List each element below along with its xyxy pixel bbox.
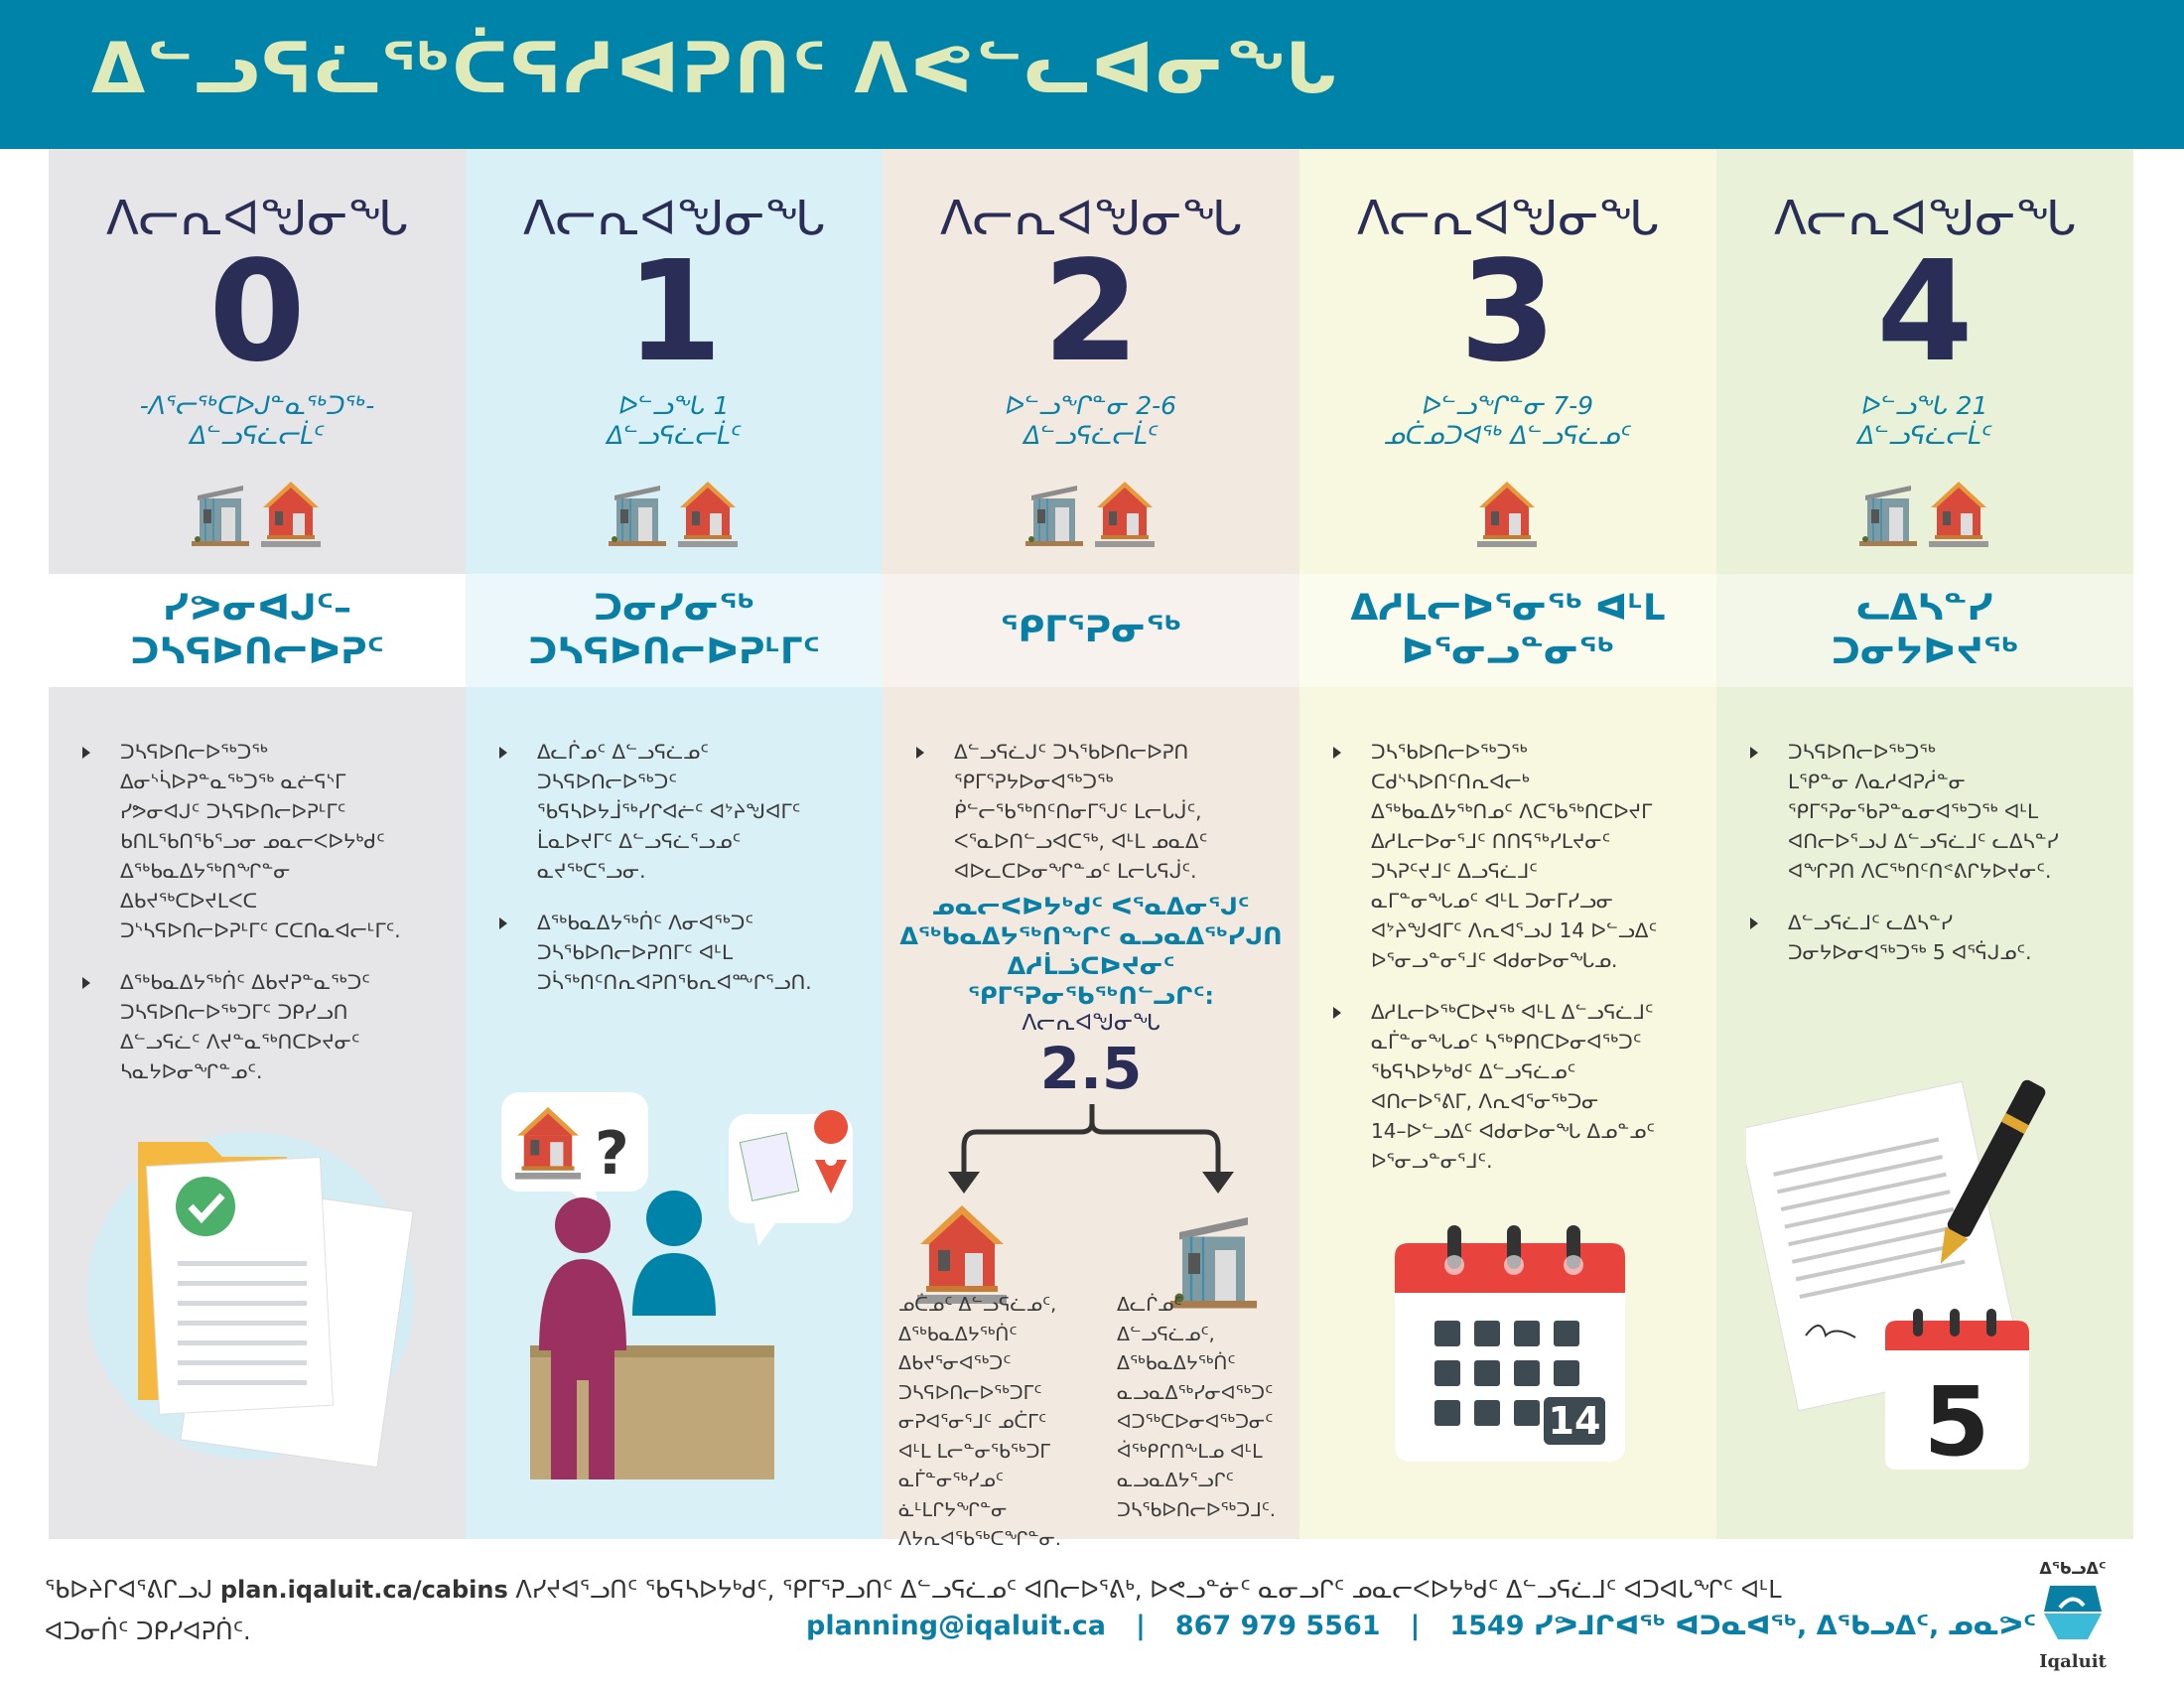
footer-text-after: ᐱᓯᔪᐊᕐᓗᑎᑦ ᖃᕋᓴᐅᔭᒃᑯᑦ, ᕿᒥᕐᕈᓗᑎᑦ ᐃᓪᓗᕋᓛᓄᑦ ᐊᑎᓕᐅᕐᕕᒃ, ᐅᕙᓗᓐᓃᑦ ᓇᓂᓗᒋᑦ ᓄᓇᓕᐸᐅᔭᒃᑯᑦ ᐃᓪᓗᕋᓛᒧᑦ ᐊᑐᐊᒐᖏᑦ ᐊᒻᒪ ᐊᑐᓂᑏᑦ ᑐᑭᓯᐊᕈᑏᑦ.	[45, 1576, 1782, 1645]
stage-timing: ᐅᓪᓗᖏᓐᓂ 2-6 ᐃᓪᓗᕋᓛᓕᒫᑦ	[1005, 391, 1177, 450]
iqaluit-logo	[2033, 1559, 2113, 1672]
footer-text-before: ᖃᐅᔨᒋᐊᕐᕕᒋᓗᒍ	[45, 1576, 220, 1604]
bullet-list	[495, 737, 873, 1019]
stage-timing: ᐅᓪᓗᖓ 21 ᐃᓪᓗᕋᓛᓕᒫᑦ	[1857, 391, 1992, 450]
stage-heading: ᓯᕗᓂᐊᒍᑦ– ᑐᓴᕋᐅᑎᓕᐅᕈᑦ	[49, 574, 466, 687]
approved-document-illustration	[78, 1102, 456, 1479]
stage-heading: ᓚᐃᓴᓐᓯ ᑐᓂᔭᐅᔪᖅ	[1716, 574, 2133, 687]
page-title: ᐃᓪᓗᕋᓛᖅᑖᕋᓱᐊᕈᑎᑦ ᐱᕙᓪᓚᐊᓂᖓ	[91, 28, 1339, 109]
cabin-icon	[1477, 482, 1539, 547]
stage-label: ᐱᓕᕆᐊᖑᓂᖓ	[1357, 191, 1659, 246]
contact-line	[806, 1611, 2036, 1641]
shed-icon	[1025, 482, 1087, 547]
bullet-item: ᑐᓴᕋᐅᑎᓕᐅᖅᑐᖅ ᒪᕿᓐᓂ ᐱᓇᓱᐊᕈᓲᓐᓂ ᕿᒥᕐᕈᓂᕐᑲᕈᓐᓇᓂᐊᖅᑐᖅ ᐊᒻᒪ ᐊᑎᓕᐅᕐᓗᒍ ᐃᓪᓗᕋᓛᒧᑦ ᓚᐃᓴᓐᓯ ᐊᖏᕈᑎ ᐱᑕᖅᑎᑦᑎᕝᕕᒋᔭᐅᔪᓂᑦ.	[1746, 737, 2123, 886]
checkmark-icon	[176, 1177, 235, 1236]
stage-number: 1	[625, 231, 723, 393]
new-cabins-text: ᓄᑖᓄᑦ ᐃᓪᓗᕋᓛᓄᑦ, ᐃᖅᑲᓇᐃᔭᖅᑏᑦ ᐃᑲᔪᕐᓂᐊᖅᑐᑦ ᑐᓴᕋᐅᑎᓕᐅᖅᑐᒥᑦ ᓂᕈᐊᕐᓂᕐᒧᑦ ᓄᑖᒥᑦ ᐊᒻᒪ ᒪᓕᓐᓂᕐᑲᖅᑐᒥ ᓇᒦᓐᓂᖅᓯᓄᑦ ᓈᒻᒪᒋᔭᖏᓐᓂ ᐱᔭᕆᐊᕐᑲᖅᑕᖏᓐᓂ.	[898, 1294, 1061, 1550]
stage-column-1	[466, 149, 883, 1539]
bullet-list	[78, 737, 456, 1108]
sub-stage-number: 2.5	[1039, 1035, 1143, 1102]
bullet-item: ᐃᖅᑲᓇᐃᔭᖅᑏᑦ ᐱᓂᐊᖅᑐᑦ ᑐᓴᖃᐅᑎᓕᐅᕈᑎᒥᑦ ᐊᒻᒪ ᑐᓵᖅᑎᑦᑎᕆᐊᕈᑎᖃᕆᐊᖖᒋᕐᓗᑎ.	[495, 908, 873, 997]
small-calendar-icon	[1885, 1309, 2029, 1470]
stage-number: 0	[208, 231, 306, 393]
sub-stage-label: ᐱᓕᕆᐊᖑᓂᖓ	[1022, 1011, 1160, 1036]
email-link[interactable]: planning@iqaluit.ca	[806, 1611, 1106, 1641]
bullet-list	[1329, 737, 1706, 1197]
logo-syllabics: ᐃᖃᓗᐃᑦ	[2039, 1559, 2107, 1578]
cabin-icon	[1095, 482, 1157, 547]
stage-column-3	[1299, 149, 1716, 1539]
separator: |	[1410, 1611, 1421, 1641]
stage-column-4	[1716, 149, 2133, 1539]
shed-icon	[192, 482, 253, 547]
stage-number: 3	[1459, 231, 1557, 393]
cabin-icon	[678, 482, 740, 547]
stage-column-0	[49, 149, 466, 1539]
stage-label: ᐱᓕᕆᐊᖑᓂᖓ	[106, 191, 408, 246]
staff-note: ᓄᓇᓕᐸᐅᔭᒃᑯᑦ ᐸᕐᓇᐃᓂᕐᒍᑦ ᐃᖅᑲᓇᐃᔭᖅᑎᖏᑦ ᓇᓗᓇᐃᖅᓯᒍᑎ ᐃᓱᒫᓘᑕᐅᔪᓂᑦ ᕿᒥᕐᕈᓂᕐᑲᖅᑎᓪᓗᒋᑦ:	[899, 893, 1283, 1010]
cabin-types	[466, 482, 883, 547]
bullet-item: ᐃᓱᒪᓕᐅᖅᑕᐅᔪᖅ ᐊᒻᒪ ᐃᓪᓗᕋᓛᒧᑦ ᓇᒦᓐᓂᖓᓄᑦ ᓴᖅᑭᑎᑕᐅᓂᐊᖅᑐᑦ ᖃᕋᓴᐅᔭᒃᑯᑦ ᐃᓪᓗᕋᓛᓄᑦ ᐊᑎᓕᐅᕐᕕᒥ, ᐱᕆᐊᕐᓂᖅᑐᓂ 14–ᐅᓪᓗᐃᑦ ᐊᑯᓂᐅᓂᖓ ᐃᓄᓐᓄᑦ ᐅᕐᓂᓗᓐᓂᕐᒧᑦ.	[1329, 997, 1706, 1176]
cabin-types	[1299, 482, 1716, 547]
stage-heading: ᕿᒥᕐᕈᓂᖅ	[883, 574, 1299, 687]
cabin-types	[883, 482, 1299, 547]
stage-number: 4	[1876, 231, 1974, 393]
stage-heading: ᐃᓱᒪᓕᐅᕐᓂᖅ ᐊᒻᒪ ᐅᕐᓂᓗᓐᓂᖅ	[1299, 574, 1716, 687]
phone-number[interactable]: 867 979 5561	[1174, 1611, 1381, 1641]
bullet-item: ᑐᓴᕋᐅᑎᓕᐅᖅᑐᖅ ᐃᓂᔅᓵᐅᕈᓐᓇᖅᑐᖅ ᓇᓖᕋᔅᒥ ᓯᕗᓂᐊᒍᑦ ᑐᓴᕋᐅᑎᓕᐅᕈᒻᒥᑦ ᑲᑎᒪᖃᑎᖃᕐᓗᓂ ᓄᓇᓕᐸᐅᔭᒃᑯᑦ ᐃᖅᑲᓇᐃᔭᖅᑎᖏᓐᓂ ᐃᑲᔪᖅᑕᐅᔪᒪᐸᑕ ᑐᔅᓴᕋᐅᑎᓕᐅᕈᒻᒥᑦ ᑕᑕᑎᓇᐊᓕᒻᒥᑦ.	[78, 737, 456, 945]
bullet-list	[1746, 737, 2123, 989]
bullet-item: ᐃᓚᒌᓄᑦ ᐃᓪᓗᕋᓛᓄᑦ ᑐᓴᕋᐅᑎᓕᐅᖅᑐᑦ ᖃᕋᓴᐅᔭᒨᖅᓯᒋᐊᓖᑦ ᐊᔾᔨᖑᐊᒥᑦ ᒫᓇᐅᔪᒥᑦ ᐃᓪᓗᕋᓛᕐᓗᓄᑦ ᓇᔪᖅᑕᕐᓗᓂ.	[495, 737, 873, 886]
bullet-list	[912, 737, 1290, 908]
new-cabin-icon	[917, 1205, 1007, 1304]
bullet-item: ᐃᓪᓗᕋᓛᒧᑦ ᓚᐃᓴᓐᓯ ᑐᓂᔭᐅᓂᐊᖅᑐᖅ 5 ᐊᕐᕌᒍᓄᑦ.	[1746, 908, 2123, 967]
bullet-item: ᐃᓪᓗᕋᓛᒍᑦ ᑐᓴᖃᐅᑎᓕᐅᕈᑎ ᕿᒥᕐᕈᔭᐅᓂᐊᖅᑐᖅ ᑮᓪᓕᖃᖅᑎᑦᑎᓂᒥᕐᒍᑦ ᒪᓕᒐᒎᑦ, ᐸᕐᓇᐅᑎᓪᓗᐊᑕᖅ, ᐊᒻᒪ ᓄᓇᐃᑦ ᐊᐅᓚᑕᐅᓂᖏᓐᓄᑦ ᒪᓕᒐᕋᒎᑦ.	[912, 737, 1290, 886]
address: 1549 ᓯᕗᒧᒋᐊᖅ ᐊᑐᓇᐊᖅ, ᐃᖃᓗᐃᑦ, ᓄᓇᕗᑦ	[1449, 1611, 2037, 1641]
shed-icon	[1859, 482, 1921, 547]
stage-label: ᐱᓕᕆᐊᖑᓂᖓ	[1774, 191, 2076, 246]
person-icon	[646, 1191, 702, 1246]
cabin-types	[49, 482, 466, 547]
bullet-item: ᐃᖅᑲᓇᐃᔭᖅᑏᑦ ᐃᑲᔪᕈᓐᓇᖅᑐᑦ ᑐᓴᕋᐅᑎᓕᐅᖅᑐᒥᑦ ᑐᑭᓯᓗᑎ ᐃᓪᓗᕋᓛᑦ ᐱᔪᓐᓇᖅᑎᑕᐅᔪᓂᑦ ᓴᓇᔭᐅᓂᖏᓐᓄᑦ.	[78, 967, 456, 1086]
stage-timing: ᐅᓪᓗᖓ 1 ᐃᓪᓗᕋᓛᓕᒫᑦ	[607, 391, 742, 450]
logo-text: Iqaluit	[2039, 1651, 2107, 1672]
separator: |	[1135, 1611, 1146, 1641]
cabin-icon	[261, 482, 323, 547]
family-cabins-text: ᐃᓚᒌᓄᑦ ᐃᓪᓗᕋᓛᓄᑦ, ᐃᖅᑲᓇᐃᔭᖅᑏᑦ ᓇᓗᓇᐃᖅᓯᓂᐊᖅᑐᑦ ᐊᑐᖅᑕᐅᓂᐊᖅᑐᓂᑦ ᐋᖅᑭᒋᑎᖕᒪᓄ ᐊᒻᒪ ᓇᓗᓇᐃᔭᕐᓗᒋᑦ ᑐᓴᕐᑲᐅᑎᓕᐅᖅᑐᒧᑦ.	[1117, 1294, 1276, 1521]
cabins-link[interactable]: plan.iqaluit.ca/cabins	[219, 1576, 508, 1604]
bullet-item: ᑐᓴᖃᐅᑎᓕᐅᖅᑐᖅ ᑕᑯᔅᓴᐅᑎᑦᑎᕆᐊᓕᒃ ᐃᖅᑲᓇᐃᔭᖅᑎᓄᑦ ᐱᑕᖃᖅᑎᑕᐅᔪᒥ ᐃᓱᒪᓕᐅᓂᕐᒧᑦ ᑎᑎᕋᖅᓯᒪᔪᓂᑦ ᑐᓴᕈᑦᔪᒧᑦ ᐃᓗᕋᓛᒧᑦ ᓇᒥᓐᓂᖓᓄᑦ ᐊᒻᒪ ᑐᓂᒥᓯᓗᓂ ᐊᔾᔨᖑᐊᒥᑦ ᐱᕆᐊᕐᓗᒍ 14 ᐅᓪᓗᐃᑦ ᐅᕐᓂᓗᓐᓂᕐᒧᑦ ᐊᑯᓂᐅᓂᖓᓄ.	[1329, 737, 1706, 975]
cabin-icon	[1929, 482, 1990, 547]
consultation-illustration	[485, 1082, 883, 1539]
arrow-down-icon	[948, 1172, 980, 1194]
cabin-types	[1716, 482, 2133, 547]
logo-icon	[2038, 1578, 2108, 1647]
license-illustration	[1746, 1072, 2123, 1470]
stage-label: ᐱᓕᕆᐊᖑᓂᖓ	[940, 191, 1242, 246]
arrow-down-icon	[1202, 1172, 1234, 1194]
calendar-day: 14	[1548, 1399, 1601, 1443]
shed-icon	[609, 482, 670, 547]
stage-timing: -ᐱᕐᓕᖅᑕᐅᒍᓐᓇᖅᑐᖅ- ᐃᓪᓗᕋᓛᓕᒫᑦ	[139, 391, 375, 450]
stage-label: ᐱᓕᕆᐊᖑᓂᖓ	[523, 191, 825, 246]
calendar-day: 5	[1923, 1366, 1990, 1470]
stage-column-2	[883, 149, 1299, 1550]
stage-heading: ᑐᓂᓯᓂᖅ ᑐᓴᕋᐅᑎᓕᐅᕈᒻᒥᑦ	[466, 574, 883, 687]
stage-number: 2	[1042, 231, 1140, 393]
person-icon	[555, 1197, 611, 1253]
stage-timing: ᐅᓪᓗᖏᓐᓂ 7-9 ᓄᑖᓄᑐᐊᖅ ᐃᓪᓗᕋᓛᓄᑦ	[1384, 391, 1632, 450]
question-mark-icon: ?	[595, 1119, 629, 1189]
calendar-icon	[1393, 1223, 1631, 1467]
header-banner	[0, 0, 2184, 149]
